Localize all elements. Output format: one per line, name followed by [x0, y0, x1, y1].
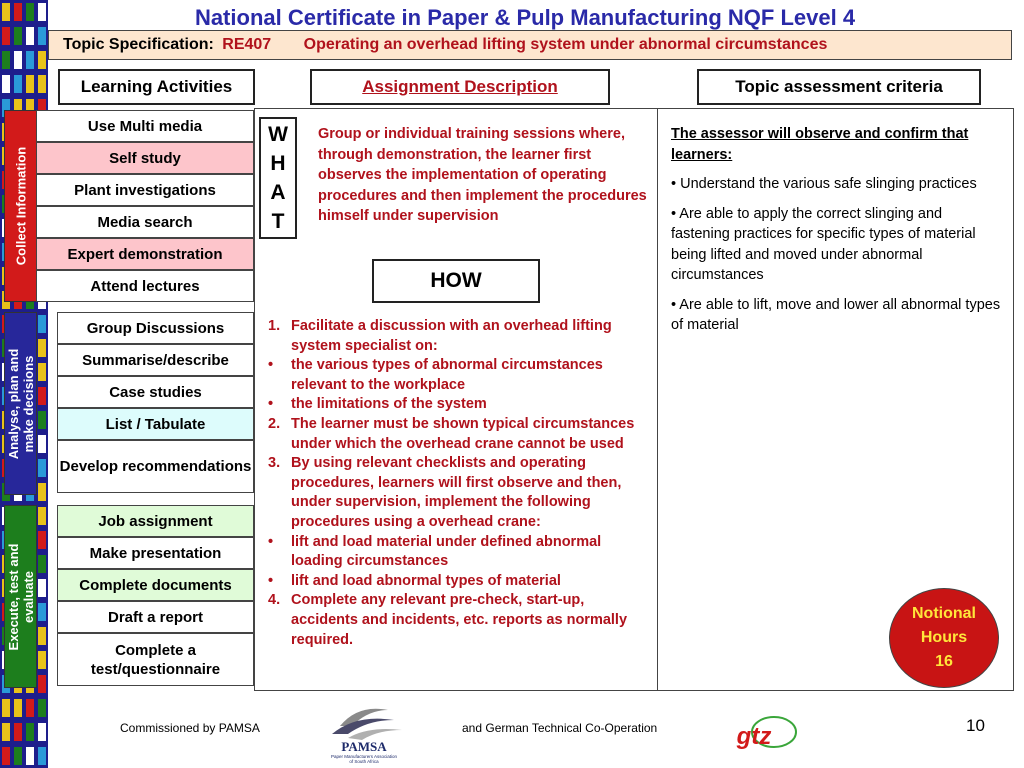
activity-complete-documents: Complete documents [57, 569, 254, 601]
how-steps-list [266, 317, 650, 650]
list-marker: 2. [268, 415, 281, 432]
border-pattern-cell [38, 75, 46, 93]
border-pattern-cell [14, 723, 22, 741]
border-pattern-cell [14, 51, 22, 69]
what-letter: A [270, 181, 286, 204]
border-pattern-cell [26, 27, 34, 45]
list-item [266, 572, 650, 592]
collect-information-tab [4, 110, 37, 302]
criteria-heading: The assessor will observe and confirm that learners: [671, 126, 969, 163]
topic-description: Operating an overhead lifting system under abnormal circumstances [303, 36, 828, 53]
list-marker: 3. [268, 455, 281, 472]
border-pattern-cell [38, 459, 46, 477]
list-item-text: lift and load material under defined abnormal loading circumstances [291, 533, 602, 570]
notional-line2: Hours [920, 629, 968, 646]
execute-test-tab [4, 505, 37, 688]
border-pattern-cell [2, 75, 10, 93]
list-item-text: the limitations of the system [291, 396, 487, 413]
border-pattern-cell [2, 27, 10, 45]
border-pattern-cell [2, 723, 10, 741]
what-letter: H [270, 152, 286, 175]
border-pattern-cell [2, 51, 10, 69]
border-pattern-cell [14, 699, 22, 717]
activity-draft-a-report: Draft a report [57, 601, 254, 633]
activity-self-study: Self study [36, 142, 254, 174]
border-pattern-cell [38, 51, 46, 69]
analyse-line1: Analyse, plan and [5, 348, 21, 459]
activity-job-assignment: Job assignment [57, 505, 254, 537]
what-letter: T [271, 210, 285, 233]
list-item-text: By using relevant checklists and operating procedures, learners will first observe and then, under supervision, implement the following procedures using a overhead crane: [291, 455, 622, 530]
analyse-line2: make decisions [20, 355, 36, 452]
border-pattern-cell [38, 435, 46, 453]
border-pattern-cell [26, 3, 34, 21]
border-pattern-cell [38, 315, 46, 333]
topic-specification-bar [48, 30, 1012, 60]
execute-test-label [6, 543, 36, 650]
list-item [266, 395, 650, 415]
cooperation-text: and German Technical Co-Operation [462, 721, 658, 735]
list-item [266, 415, 650, 454]
topic-code: RE407 [222, 36, 272, 53]
list-item-text: the various types of abnormal circumstances relevant to the workplace [291, 357, 603, 393]
analyse-plan-label [6, 348, 36, 459]
border-pattern-cell [38, 747, 46, 765]
list-item [266, 317, 650, 356]
border-pattern-cell [38, 27, 46, 45]
analyse-plan-tab [4, 312, 37, 495]
activity-summarise-describe: Summarise/describe [57, 344, 254, 376]
what-letter: W [268, 123, 288, 146]
border-pattern-cell [14, 75, 22, 93]
execute-line1: Execute, test and [5, 543, 21, 650]
criteria-item: • Are able to apply the correct slinging and fastening practices for specific types of material being lifted and moved under abnormal circumstances [671, 205, 976, 283]
border-pattern-cell [38, 363, 46, 381]
activity-use-multi-media: Use Multi media [36, 110, 254, 142]
border-pattern-cell [38, 507, 46, 525]
border-pattern-cell [2, 699, 10, 717]
border-pattern-cell [14, 747, 22, 765]
criteria-item: • Are able to lift, move and lower all abnormal types of material [671, 296, 1001, 333]
border-pattern-cell [38, 411, 46, 429]
notional-line1: Notional [912, 605, 976, 622]
border-pattern-cell [2, 747, 10, 765]
border-pattern-cell [2, 3, 10, 21]
assessment-criteria [671, 124, 1001, 345]
activity-plant-investigations: Plant investigations [36, 174, 254, 206]
activity-media-search: Media search [36, 206, 254, 238]
border-pattern-cell [38, 531, 46, 549]
topic-assessment-criteria-header: Topic assessment criteria [697, 69, 981, 105]
gtz-logo [728, 712, 800, 756]
gtz-logo-text: gtz [736, 723, 772, 750]
list-marker: • [268, 572, 274, 589]
border-pattern-cell [26, 723, 34, 741]
criteria-item: • Understand the various safe slinging practices [671, 176, 977, 192]
column-divider [657, 108, 658, 691]
border-pattern-cell [38, 483, 46, 501]
activity-list-tabulate: List / Tabulate [57, 408, 254, 440]
pamsa-logo [318, 696, 410, 764]
activity-expert-demonstration: Expert demonstration [36, 238, 254, 270]
border-pattern-cell [38, 627, 46, 645]
border-pattern-cell [14, 27, 22, 45]
topic-label: Topic Specification: [63, 36, 214, 53]
activity-make-presentation: Make presentation [57, 537, 254, 569]
pamsa-logo-subtext: of South Africa [349, 759, 379, 764]
list-marker: • [268, 396, 274, 413]
list-item-text: lift and load abnormal types of material [291, 572, 561, 589]
notional-hours-value: 16 [935, 653, 953, 670]
pamsa-logo-subtext: Paper Manufacturers Association [330, 754, 398, 759]
list-item [266, 356, 650, 395]
what-label-box [259, 117, 297, 239]
list-item [266, 591, 650, 650]
list-item [266, 533, 650, 572]
activity-case-studies: Case studies [57, 376, 254, 408]
pamsa-logo-text: PAMSA [341, 739, 387, 754]
notional-hours-badge [889, 588, 999, 688]
border-pattern-cell [26, 699, 34, 717]
what-description: Group or individual training sessions where, through demonstration, the learner first observes the implementation of operating procedures and then implement the procedures himself under supervision [318, 126, 647, 224]
activity-complete-test-questionnaire: Complete a test/questionnaire [57, 633, 254, 686]
page-number: 10 [966, 716, 985, 735]
border-pattern-cell [38, 387, 46, 405]
list-marker: 1. [268, 318, 281, 334]
list-marker: • [268, 533, 274, 550]
border-pattern-cell [38, 603, 46, 621]
activity-attend-lectures: Attend lectures [36, 270, 254, 302]
border-pattern-cell [38, 699, 46, 717]
list-marker: • [268, 357, 274, 374]
border-pattern-cell [26, 747, 34, 765]
list-marker: 4. [268, 592, 281, 609]
activity-develop-recommendations: Develop recommendations [57, 440, 254, 493]
list-item-text: Facilitate a discussion with an overhead lifting system specialist on: [291, 318, 612, 354]
execute-line2: evaluate [20, 570, 36, 623]
list-item [266, 454, 650, 532]
list-item-text: Complete any relevant pre-check, start-up, accidents and incidents, etc. reports as normally required. [291, 592, 628, 648]
learning-activities-header: Learning Activities [58, 69, 255, 105]
border-pattern-cell [38, 339, 46, 357]
how-label-box: HOW [372, 259, 540, 303]
border-pattern-cell [38, 555, 46, 573]
border-pattern-cell [26, 75, 34, 93]
commissioned-by-text: Commissioned by PAMSA [120, 721, 260, 735]
border-pattern-cell [38, 723, 46, 741]
activity-group-discussions: Group Discussions [57, 312, 254, 344]
assignment-description-header[interactable]: Assignment Description [310, 69, 610, 105]
border-pattern-cell [26, 51, 34, 69]
page-title: National Certificate in Paper & Pulp Manufacturing NQF Level 4 [194, 5, 856, 30]
border-pattern-cell [14, 3, 22, 21]
collect-information-label: Collect Information [13, 146, 28, 266]
border-pattern-cell [38, 651, 46, 669]
list-item-text: The learner must be shown typical circumstances under which the overhead crane cannot be used [291, 415, 635, 452]
border-pattern-cell [38, 579, 46, 597]
border-pattern-cell [38, 3, 46, 21]
border-pattern-cell [38, 675, 46, 693]
